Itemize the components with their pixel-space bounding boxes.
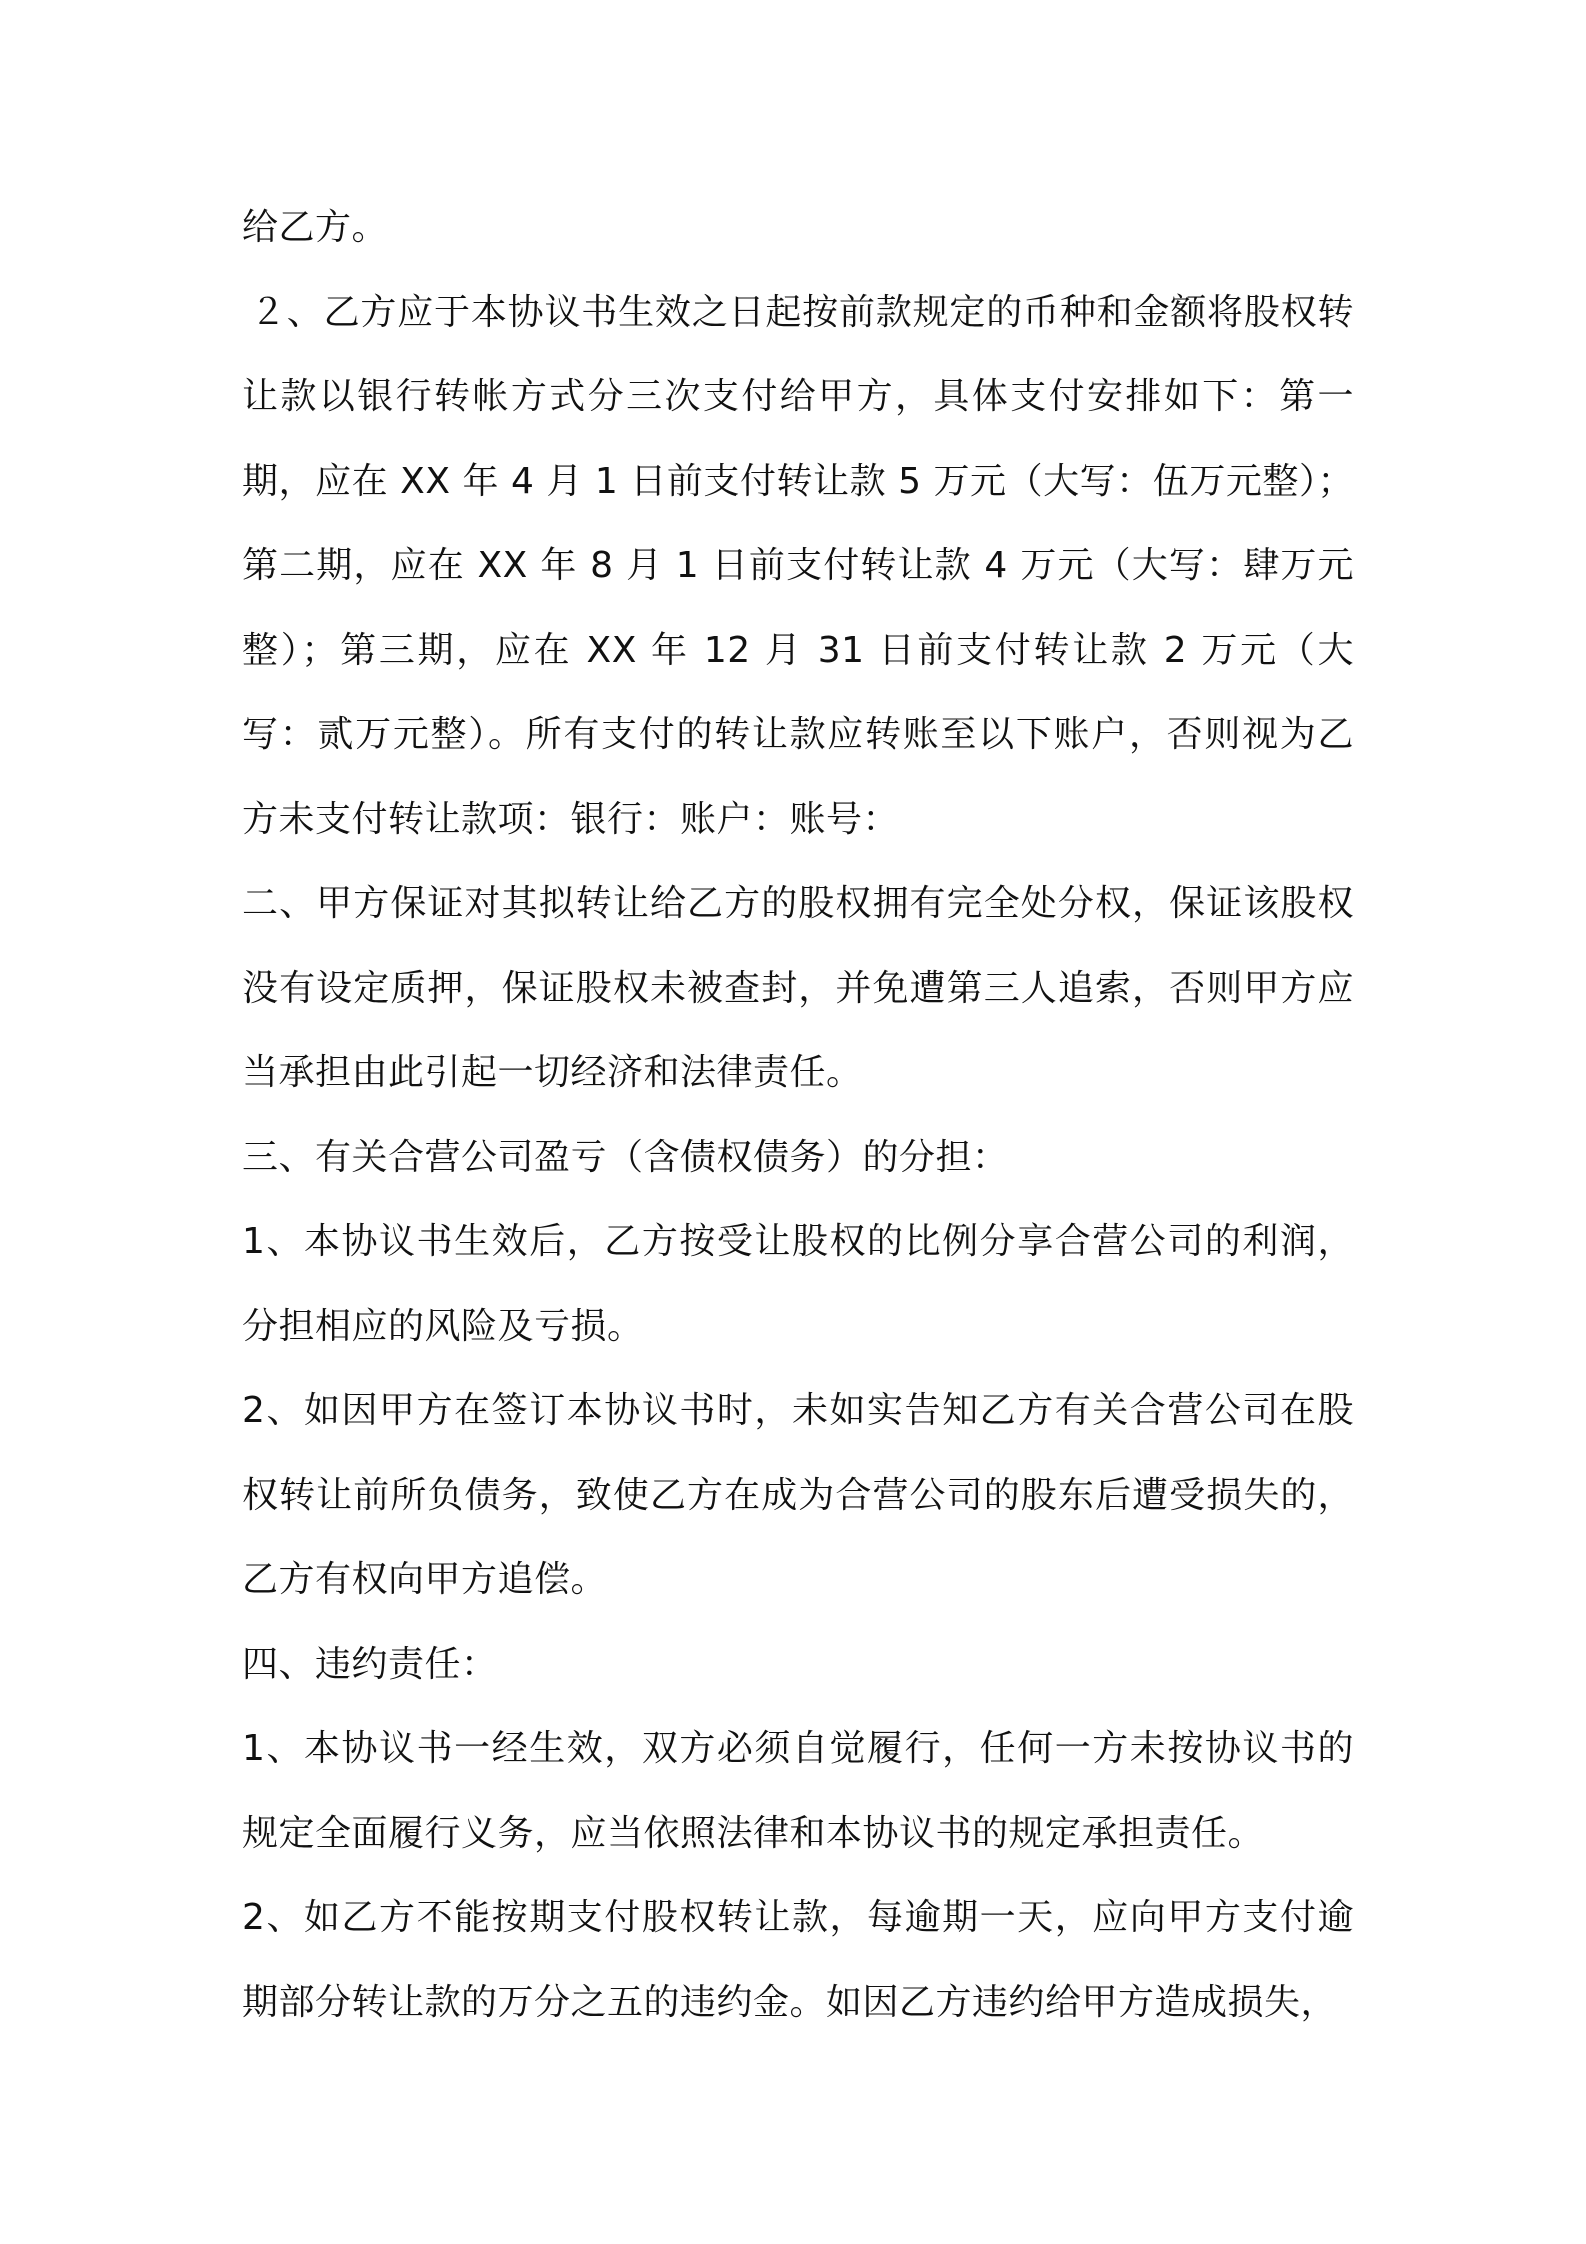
paragraph-section-four-item-1: 1、本协议书一经生效，双方必须自觉履行，任何一方未按协议书的规定全面履行义务，应当依照法律和本协议书的规定承担责任。 xyxy=(242,1728,1354,1854)
paragraph-payment-schedule: ２、乙方应于本协议书生效之日起按前款规定的币种和金额将股权转让款以银行转帐方式分三次支付给甲方，具体支付安排如下：第一期，应在 XX 年 4 月 1 日前支付转让款 5 万元（大写：伍万元整）；第二期，应在 XX 年 8 月 1 日前支付转让款 4 万元（大写：肆万元整）；第三期，应在 XX 年 12 月 31 日前支付转让款 2 万元（大写：贰万元整）。所有支付的转让款应转账至以下账户，否则视为乙方未支付转让款项：银行：账户：账号： xyxy=(242,291,1354,840)
paragraph-section-four-heading: 四、违约责任： xyxy=(242,1643,498,1685)
document-body xyxy=(242,186,1354,2045)
paragraph-continuation: 给乙方。 xyxy=(242,207,389,248)
paragraph-section-two-guarantee: 二、甲方保证对其拟转让给乙方的股权拥有完全处分权，保证该股权没有设定质押，保证股权未被查封，并免遭第三人追索，否则甲方应当承担由此引起一切经济和法律责任。 xyxy=(242,883,1354,1093)
paragraph-section-three-item-1: 1、本协议书生效后，乙方按受让股权的比例分享合营公司的利润，分担相应的风险及亏损。 xyxy=(242,1221,1354,1347)
paragraph-section-three-item-2: 2、如因甲方在签订本协议书时，未如实告知乙方有关合营公司在股权转让前所负债务，致使乙方在成为合营公司的股东后遭受损失的，乙方有权向甲方追偿。 xyxy=(242,1390,1354,1600)
paragraph-section-four-item-2: 2、如乙方不能按期支付股权转让款，每逾期一天，应向甲方支付逾期部分转让款的万分之五的违约金。如因乙方违约给甲方造成损失， xyxy=(242,1897,1354,2023)
paragraph-section-three-heading: 三、有关合营公司盈亏（含债权债务）的分担： xyxy=(242,1136,1009,1178)
